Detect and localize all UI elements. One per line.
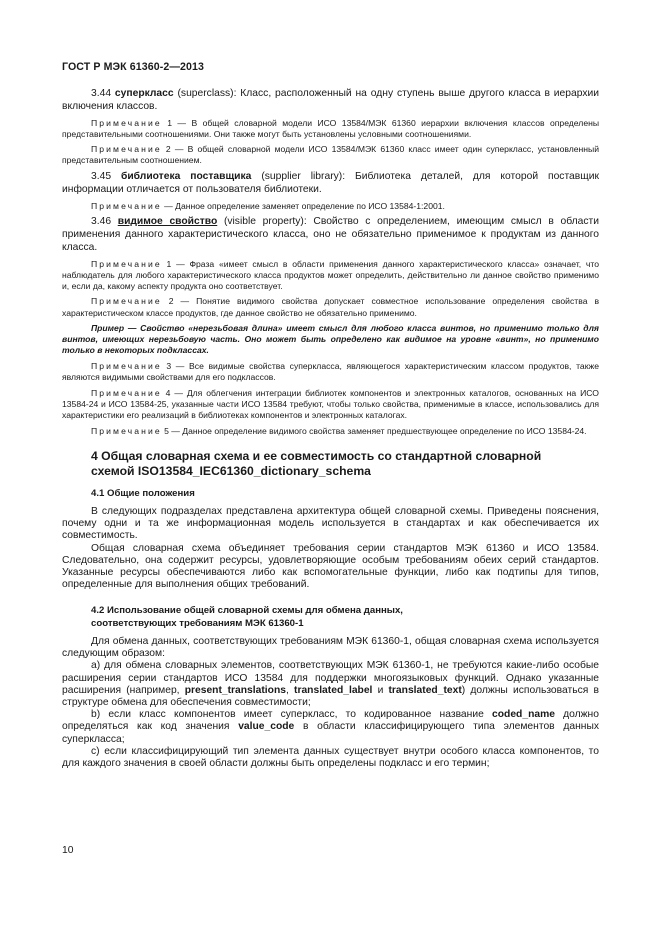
note-label: Примечание xyxy=(91,258,162,269)
note-label: Примечание xyxy=(91,296,162,307)
subsection-4-2-heading: 4.2 Использование общей словарной схемы для обмена данных, соответствующих требованиям МЭК 61360-1 xyxy=(91,605,403,629)
page-header: ГОСТ Р МЭК 61360-2—2013 xyxy=(62,61,205,73)
note-3-46-1: Примечание 1 — Фраза «имеет смысл в области применения данного характеристического класса» означает, что наблюдатель для любого характеристического класса продуктов может определить, действительно ли данное свойство применимо и, если да, какому аспекту продукта оно соответствует. xyxy=(62,258,599,291)
note-3-45: Примечание — Данное определение заменяет определение по ИСО 13584-1:2001. xyxy=(91,200,445,211)
note-label: Примечание xyxy=(91,387,162,398)
list-item-c: c) если классифицирующий тип элемента данных существует внутри особого класса компонентов, то для каждого значения в своей области должны быть определены подкласс и его термин; xyxy=(62,745,599,770)
note-label: Примечание xyxy=(91,361,162,372)
paragraph-4-1-2: Общая словарная схема объединяет требования серии стандартов МЭК 61360 и ИСО 13584. Следовательно, она содержит ресурсы, удовлетворяющие особым требованиям обеих серий стандартов. Указанные ресурсы обеспечиваются либо как вспомогательные функции, либо как подтипы для типов, определенные для выполнения общих требований. xyxy=(62,542,599,591)
note-label: Примечание xyxy=(91,425,162,436)
paragraph-4-1-1: В следующих подразделах представлена архитектура общей словарной схемы. Приведены пояснения, почему одни и та же информационная модель используется в стандартах и как обеспечивается их совместимость. xyxy=(62,505,599,542)
list-item-b: b) если класс компонентов имеет суперкласс, то кодированное название coded_name должно определяться как код значения value_code в области классифицирующего типа элементов данных суперкласса; xyxy=(62,709,599,745)
term-entry-3-44: 3.44 суперкласс (superclass): Класс, расположенный на одну ступень выше другого класса в иерархии включения классов. xyxy=(62,88,599,112)
note-3-46-3: Примечание 3 — Все видимые свойства суперкласса, являющегося характеристическим классом продуктов, также являются видимыми свойствами для его подклассов. xyxy=(62,361,599,383)
paragraph-4-2-intro: Для обмена данных, соответствующих требованиям МЭК 61360-1, общая словарная схема используется следующим образом: xyxy=(62,635,599,660)
page-content xyxy=(62,88,599,770)
subsection-4-1-heading: 4.1 Общие положения xyxy=(91,487,195,499)
term-entry-3-45: 3.45 библиотека поставщика (supplier library): Библиотека деталей, для которой поставщик информации отличается от пользователя библиотеки. xyxy=(62,171,599,195)
note-label: Примечание xyxy=(91,144,162,155)
note-3-44-1: Примечание 1 — В общей словарной модели ИСО 13584/МЭК 61360 иерархии включения классов определены представительными соотношениями. Они также могут быть установлены условными соотношениями. xyxy=(62,117,600,139)
term-entry-3-46: 3.46 видимое свойство (visible property): Свойство с определением, имеющим смысл в области применения данного характеристического класса, оно не обязательно применимое к продуктам из данного класса. xyxy=(62,216,599,253)
section-4-heading: 4 Общая словарная схема и ее совместимость со стандартной словарной схемой ISO13584_IEC61360_dictionary_schema xyxy=(91,448,542,479)
note-3-46-2: Примечание 2 — Понятие видимого свойства допускает совместное использование определения свойства в характеристическом классе продуктов, где данное свойство не обязательно применимо. xyxy=(62,296,600,318)
note-label: Примечание xyxy=(91,117,162,128)
note-3-44-2: Примечание 2 — В общей словарной модели ИСО 13584/МЭК 61360 класс имеет один суперкласс, установленный представительным соотношением. xyxy=(62,144,600,166)
note-3-46-5: Примечание 5 — Данное определение видимого свойства заменяет предшествующее определение по ИСО 13584-24. xyxy=(91,425,587,436)
note-label: Примечание xyxy=(91,200,162,211)
list-item-a: а) для обмена словарных элементов, соответствующих МЭК 61360-1, не требуются какие-либо особые расширения серии стандартов ИСО 13584 для поддержки многоязыковых функций. Однако указанные расширения (например, present_translations, translated_label и translated_text) должны использоваться в структуре обмена для обеспечения совместимости; xyxy=(62,660,599,708)
page-number: 10 xyxy=(62,845,74,856)
example-3-46: Пример — Свойство «нерезьбовая длина» имеет смысл для любого класса винтов, но применимо только для винтов, имеющих нерезьбовую часть. Оно может быть определено как видимое на уровне «винт», но применимо только в некоторых подклассах. xyxy=(62,323,599,356)
note-3-46-4: Примечание 4 — Для облегчения интеграции библиотек компонентов и электронных каталогов, основанных на ИСО 13584-24 и ИСО 13584-25, указанные части ИСО 13584 требуют, чтобы только свойства, применимые в классе, использовались для характеристики его реализаций в библиотеках компонентов и электронных каталогах. xyxy=(62,387,599,421)
